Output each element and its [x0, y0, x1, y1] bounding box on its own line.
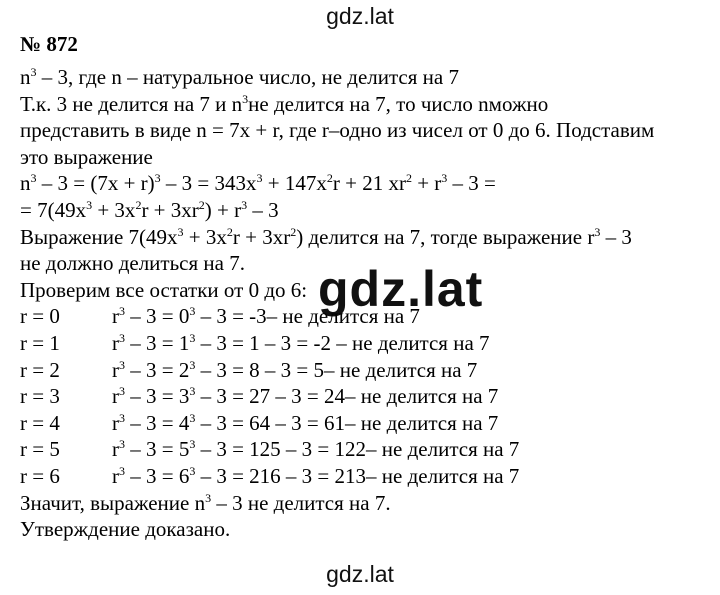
- text: – 3 =: [447, 171, 496, 196]
- watermark-top: gdz.lat: [326, 3, 394, 29]
- line-check-intro: Проверим все остатки от 0 до 6:: [20, 277, 308, 302]
- text: – 3 =: [125, 463, 179, 488]
- text: r: [112, 463, 119, 488]
- text: = 7(49x: [20, 197, 87, 222]
- text: + 3x: [183, 224, 227, 249]
- remainder-expression: [112, 357, 477, 384]
- exponent: 2: [326, 171, 333, 186]
- text: – 3 = 125 – 3 = 122– не делится на 7: [195, 437, 520, 462]
- text: Значит, выражение n: [20, 490, 206, 515]
- remainder-label: r = 6: [20, 463, 60, 488]
- exponent: 3: [594, 224, 601, 239]
- exponent: 2: [135, 197, 142, 212]
- text: – 3 = -3– не делится на 7: [195, 304, 420, 329]
- remainder-label: r = 1: [20, 330, 60, 355]
- problem-number: № 872: [20, 32, 78, 56]
- exponent: 3: [189, 410, 196, 425]
- text: – 3 = 1 – 3 = -2 – не делится на 7: [195, 330, 490, 355]
- text: – 3 =: [125, 357, 179, 382]
- exponent: 3: [189, 384, 196, 399]
- text: + r: [411, 171, 442, 196]
- exponent: 2: [405, 171, 412, 186]
- solution-body: [20, 64, 710, 543]
- exponent: 2: [198, 197, 205, 212]
- exponent: 3: [189, 463, 196, 478]
- exponent: 3: [205, 490, 212, 505]
- exponent: 3: [119, 330, 125, 345]
- text: – 3 =: [125, 330, 179, 355]
- text: ) делится на 7, тогде выражение r: [296, 224, 595, 249]
- watermark-center: gdz.lat: [318, 261, 484, 317]
- remainder-table: [20, 303, 710, 489]
- text: + 147x: [262, 171, 327, 196]
- line-expansion-1: [20, 170, 710, 197]
- text: n: [20, 171, 31, 196]
- exponent: 3: [242, 91, 249, 106]
- text: – 3, где n – натуральное число, не делится на 7: [36, 65, 459, 89]
- text: n: [20, 65, 31, 89]
- text: r + 3xr: [141, 197, 199, 222]
- remainder-value: 0: [178, 304, 190, 329]
- text: – 3: [600, 224, 632, 249]
- exponent: 3: [119, 357, 125, 372]
- exponent: 3: [119, 304, 125, 319]
- remainder-label: r = 0: [20, 304, 60, 329]
- line-statement: [20, 64, 710, 91]
- exponent: 3: [189, 357, 196, 372]
- remainder-value: 3: [178, 384, 190, 409]
- remainder-label: r = 3: [20, 384, 60, 409]
- text: не делится на 7, то число nможно: [248, 91, 549, 116]
- exponent: 3: [256, 171, 263, 186]
- exponent: 3: [441, 171, 448, 186]
- remainder-value: 5: [178, 437, 190, 462]
- text: – 3 =: [125, 437, 179, 462]
- text: – 3 = 343x: [160, 171, 257, 196]
- exponent: 3: [119, 410, 125, 425]
- remainder-row: [20, 330, 710, 357]
- remainder-value: 1: [178, 330, 190, 355]
- line-conclusion-2: не должно делиться на 7.: [20, 251, 245, 276]
- exponent: 3: [119, 437, 125, 452]
- text: – 3: [247, 197, 279, 222]
- remainder-label: r = 2: [20, 357, 60, 382]
- line-expansion-2: [20, 197, 710, 224]
- watermark-bottom: gdz.lat: [326, 561, 394, 587]
- remainder-row: [20, 410, 710, 437]
- remainder-expression: [112, 383, 498, 410]
- remainder-row: [20, 436, 710, 463]
- exponent: 3: [119, 463, 125, 478]
- line-proof-done: Утверждение доказано.: [20, 517, 231, 542]
- remainder-row: [20, 303, 710, 330]
- text: r + 21 xr: [332, 171, 406, 196]
- remainder-row: [20, 357, 710, 384]
- line-reasoning-3: это выражение: [20, 144, 153, 169]
- text: r: [112, 330, 119, 355]
- line-reasoning-1: [20, 91, 710, 118]
- remainder-expression: [112, 436, 519, 463]
- exponent: 2: [226, 224, 233, 239]
- text: r: [112, 437, 119, 462]
- remainder-expression: [112, 303, 420, 330]
- line-conclusion-1: [20, 224, 710, 251]
- exponent: 3: [30, 65, 37, 79]
- text: r: [112, 410, 119, 435]
- exponent: 3: [189, 330, 196, 345]
- text: ) + r: [204, 197, 242, 222]
- remainder-label: r = 4: [20, 410, 60, 435]
- text: – 3 =: [125, 304, 179, 329]
- exponent: 3: [30, 171, 37, 186]
- remainder-expression: [112, 410, 498, 437]
- line-reasoning-2: представить в виде n = 7x + r, где r–одно из чисел от 0 до 6. Подставим: [20, 118, 655, 143]
- remainder-label: r = 5: [20, 437, 60, 462]
- text: – 3 = 216 – 3 = 213– не делится на 7: [195, 463, 520, 488]
- text: – 3 не делится на 7.: [211, 490, 391, 515]
- text: r: [112, 304, 119, 329]
- text: Выражение 7(49x: [20, 224, 178, 249]
- text: + 3x: [92, 197, 136, 222]
- remainder-expression: [112, 330, 490, 357]
- exponent: 3: [177, 224, 184, 239]
- exponent: 3: [154, 171, 161, 186]
- remainder-value: 4: [178, 410, 190, 435]
- remainder-value: 6: [178, 463, 190, 488]
- remainder-row: [20, 463, 710, 490]
- exponent: 3: [189, 304, 196, 319]
- exponent: 3: [241, 197, 248, 212]
- remainder-expression: [112, 463, 519, 490]
- text: – 3 = 8 – 3 = 5– не делится на 7: [195, 357, 478, 382]
- text: Т.к. 3 не делится на 7 и n: [20, 91, 243, 116]
- text: – 3 = (7x + r): [36, 171, 155, 196]
- remainder-row: [20, 383, 710, 410]
- text: r: [112, 384, 119, 409]
- text: – 3 =: [125, 384, 179, 409]
- text: r + 3xr: [232, 224, 291, 249]
- text: – 3 =: [125, 410, 179, 435]
- text: – 3 = 27 – 3 = 24– не делится на 7: [195, 384, 499, 409]
- line-result: [20, 490, 710, 517]
- text: – 3 = 64 – 3 = 61– не делится на 7: [195, 410, 499, 435]
- exponent: 3: [189, 437, 196, 452]
- exponent: 3: [86, 197, 93, 212]
- exponent: 3: [119, 384, 125, 399]
- text: r: [112, 357, 119, 382]
- exponent: 2: [290, 224, 297, 239]
- remainder-value: 2: [178, 357, 190, 382]
